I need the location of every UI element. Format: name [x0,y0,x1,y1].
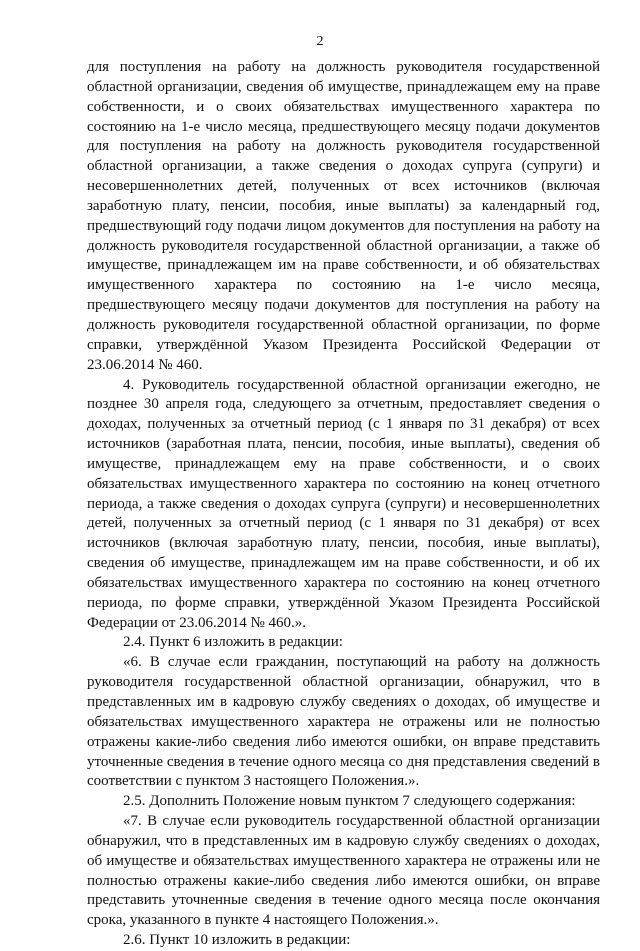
document-body [87,58,600,951]
paragraph-2-4: 2.4. Пункт 6 изложить в редакции: [123,634,343,651]
paragraph-item-4: 4. Руководитель государственной областной организации ежегодно, не позднее 30 апреля года, следующего за отчетным, предоставляет сведения о доходах, полученных за отчетный период (с 1 января по 31 декабря) от всех источников (заработная плата, пенсии, пособия, иные выплаты), сведения об имуществе, принадлежащем ему на праве собственности, и о своих обязательствах имущественного характера по состоянию на конец отчетного периода, а также сведения о доходах супруга (супруги) и несовершеннолетних детей, полученных за отчетный период (с 1 января по 31 декабря) от всех источников (включая заработную плату, пенсии, пособия, иные выплаты), сведения об имуществе, принадлежащем им на праве собственности, и об их обязательствах имущественного характера по состоянию на конец отчетного периода, по форме справки, утверждённой Указом Президента Российской Федерации от 23.06.2014 № 460.». [87,376,600,631]
paragraph-2-5: 2.5. Дополнить Положение новым пунктом 7 следующего содержания: [123,793,576,810]
paragraph-item-6: «6. В случае если гражданин, поступающий на работу на должность руководителя государственной областной организации, обнаружил, что в представленных им в кадровую службу сведениях о доходах, об имуществе и обязательствах имущественного характера не отражены или не полностью отражены какие-либо сведения либо имеются ошибки, он вправе представить уточненные сведения в течение одного месяца со дня представления сведений в соответствии с пунктом 3 настоящего Положения.». [87,654,600,790]
page-number: 2 [316,34,324,49]
paragraph-continuation: для поступления на работу на должность руководителя государственной областной организации, сведения об имуществе, принадлежащем ему на праве собственности, и о своих обязательствах имущественного характера по состоянию на 1-е число месяца, предшествующего месяцу подачи документов для поступления на работу на должность руководителя государственной областной организации, а также сведения о доходах супруга (супруги) и несовершеннолетних детей, полученных от всех источников (включая заработную плату, пенсии, пособия, иные выплаты) за календарный год, предшествующий году подачи лицом документов для поступления на работу на должность руководителя государственной областной организации, а также об имуществе, принадлежащем им на праве собственности, и об обязательствах имущественного характера по состоянию на 1-е число месяца, предшествующего месяцу подачи документов для поступления на работу на должность руководителя государственной областной организации, по форме справки, утверждённой Указом Президента Российской Федерации от 23.06.2014 № 460. [87,59,600,373]
paragraph-2-6: 2.6. Пункт 10 изложить в редакции: [123,932,351,949]
paragraph-item-7: «7. В случае если руководитель государственной областной организации обнаружил, что в представленных им в кадровую службу сведениях о доходах, об имуществе и обязательствах имущественного характера не отражены или не полностью отражены какие-либо сведения либо имеются ошибки, он вправе представить уточненные сведения в течение одного месяца после окончания срока, указанного в пункте 4 настоящего Положения.». [87,813,600,929]
